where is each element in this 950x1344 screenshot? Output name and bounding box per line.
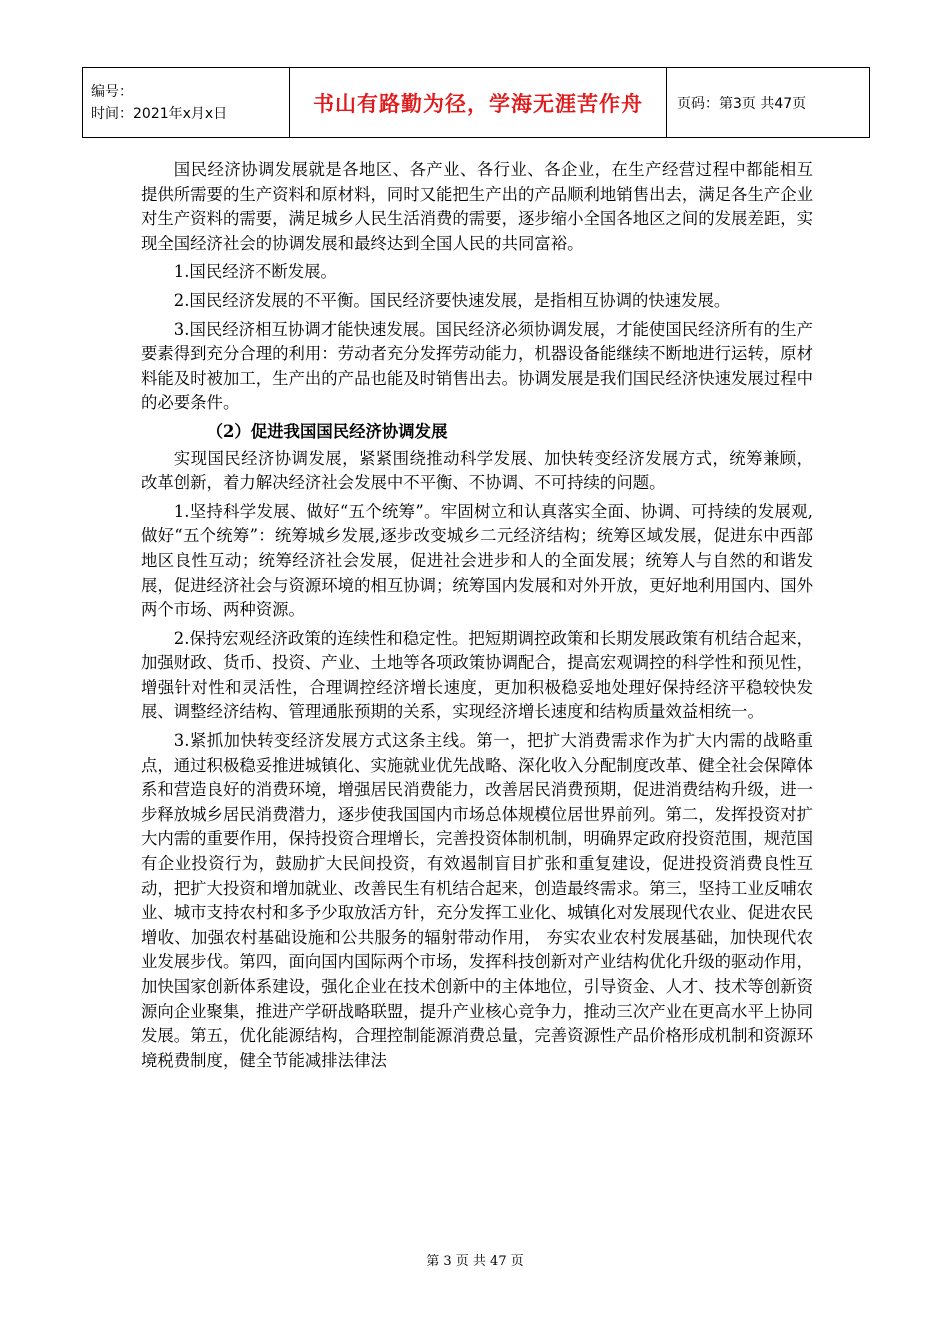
paragraph: 2.国民经济发展的不平衡。国民经济要快速发展，是指相互协调的快速发展。 xyxy=(173,290,731,310)
paragraph: 国民经济协调发展就是各地区、各产业、各行业、各企业，在生产经营过程中都能相互提供所需要的生产资料和原材料，同时又能把生产出的产品顺利地销售出去，满足各生产企业对生产资料的需要，满足城乡人民生活消费的需要，逐步缩小全国各地区之间的发展差距，实现全国经济社会的协调发展和最终达到全国人民的共同富裕。 xyxy=(141,160,814,253)
header-motto-cell xyxy=(290,68,667,138)
paragraph: 2.保持宏观经济政策的连续性和稳定性。把短期调控政策和长期发展政策有机结合起来，加强财政、货币、投资、产业、土地等各项政策协调配合，提高宏观调控的科学性和预见性，增强针对性和灵活性，合理调控经济增长速度，更加积极稳妥地处理好保持经济平稳较快发展、调整经济结构、管理通胀预期的关系，实现经济增长速度和结构质量效益相统一。 xyxy=(141,628,814,722)
paragraph: 3.紧抓加快转变经济发展方式这条主线。第一，把扩大消费需求作为扩大内需的战略重点，通过积极稳妥推进城镇化、实施就业优先战略、深化收入分配制度改革、健全社会保障体系和营造良好的消费环境，增强居民消费能力，改善居民消费预期，促进消费结构升级，进一步释放城乡居民消费潜力，逐步使我国国内市场总体规模位居世界前列。第二，发挥投资对扩大内需的重要作用，保持投资合理增长，完善投资体制机制，明确界定政府投资范围，规范国有企业投资行为，鼓励扩大民间投资，有效遏制盲目扩张和重复建设，促进投资消费良性互动，把扩大投资和增加就业、改善民生有机结合起来，创造最终需求。第三，坚持工业反哺农业、城市支持农村和多予少取放活方针，充分发挥工业化、城镇化对发展现代农业、促进农民增收、加强农村基础设施和公共服务的辐射带动作用， 夯实农业农村发展基础，加快现代农业发展步伐。第四，面向国内国际两个市场，发挥科技创新对产业结构优化升级的驱动作用，加快国家创新体系建设，强化企业在技术创新中的主体地位，引导资金、人才、技术等创新资源向企业聚集，推进产学研战略联盟，提升产业核心竞争力，推动三次产业在更高水平上协同发展。第五，优化能源结构，合理控制能源消费总量，完善资源性产品价格形成机制和资源环境税费制度，健全节能减排法律法 xyxy=(141,731,814,1070)
header-meta-cell xyxy=(83,68,290,138)
section-heading: （2）促进我国国民经济协调发展 xyxy=(206,421,448,441)
header-page-cell xyxy=(667,68,870,138)
motto-text: 书山有路勤为径，学海无涯苦作舟 xyxy=(313,91,643,116)
paragraph: 1.坚持科学发展、做好“五个统筹”。牢固树立和认真落实全面、协调、可持续的发展观,做好“五个统筹”：统筹城乡发展,逐步改变城乡二元经济结构；统筹区域发展，促进东中西部地区良性互动；统筹经济社会发展，促进社会进步和人的全面发展；统筹人与自然的和谐发展，促进经济社会与资源环境的相互协调；统筹国内发展和对外开放，更好地利用国内、国外两个市场、两种资源。 xyxy=(141,501,814,620)
paragraph: 实现国民经济协调发展，紧紧围绕推动科学发展、加快转变经济发展方式，统筹兼顾， 改革创新，着力解决经济社会发展中不平衡、不协调、不可持续的问题。 xyxy=(141,448,813,493)
date-label: 时间：2021年x月x日 xyxy=(91,105,228,122)
number-label: 编号： xyxy=(91,83,133,100)
paragraph: 1.国民经济不断发展。 xyxy=(173,262,337,282)
document-body xyxy=(141,158,813,1077)
page-footer: 第 3 页 共 47 页 xyxy=(426,1254,524,1269)
document-header xyxy=(82,67,870,138)
page-info: 页码：第3页 共47页 xyxy=(677,95,807,112)
paragraph: 3.国民经济相互协调才能快速发展。国民经济必须协调发展，才能使国民经济所有的生产要素得到充分合理的利用：劳动者充分发挥劳动能力，机器设备能继续不断地进行运转，原材料能及时被加工，生产出的产品也能及时销售出去。协调发展是我们国民经济快速发展过程中的必要条件。 xyxy=(141,319,814,413)
